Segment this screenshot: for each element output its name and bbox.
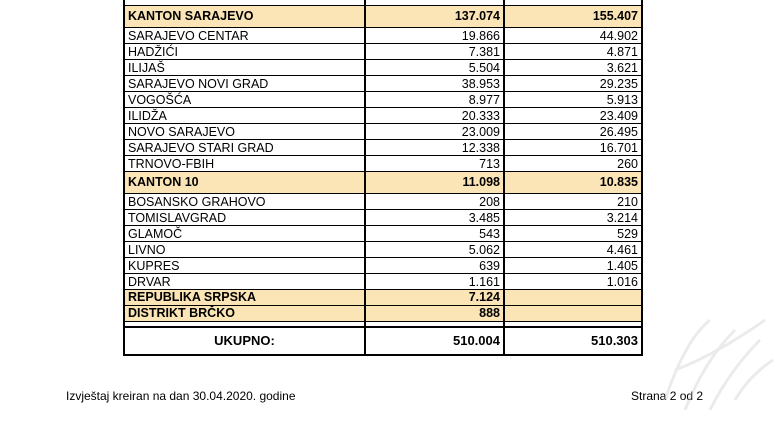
row-value-2: 26.495	[504, 124, 642, 140]
table-row	[124, 124, 642, 140]
data-table-container	[123, 0, 641, 356]
row-value-2: 4.871	[504, 44, 642, 60]
report-date-text: Izvještaj kreiran na dan 30.04.2020. godine	[66, 389, 296, 403]
row-name: SARAJEVO NOVI GRAD	[124, 76, 365, 92]
table-row	[124, 60, 642, 76]
group-value-2: 155.407	[504, 6, 642, 28]
group-value-1: 11.098	[365, 172, 504, 194]
watermark-logo-icon	[655, 300, 780, 420]
group-value-1: 137.074	[365, 6, 504, 28]
group-name: KANTON SARAJEVO	[124, 6, 365, 28]
row-value-2: 529	[504, 226, 642, 242]
row-name: TOMISLAVGRAD	[124, 210, 365, 226]
row-value-2: 1.016	[504, 274, 642, 290]
row-value-1: 639	[365, 258, 504, 274]
total-label: UKUPNO:	[124, 327, 365, 355]
row-name: GLAMOČ	[124, 226, 365, 242]
row-name: NOVO SARAJEVO	[124, 124, 365, 140]
row-value-2: 23.409	[504, 108, 642, 124]
row-value-1: 7.381	[365, 44, 504, 60]
row-value-2: 3.214	[504, 210, 642, 226]
table-row	[124, 108, 642, 124]
group-name: DISTRIKT BRČKO	[124, 306, 365, 322]
row-name: VOGOŠĆA	[124, 92, 365, 108]
row-value-1: 19.866	[365, 28, 504, 44]
table-row	[124, 258, 642, 274]
row-name: DRVAR	[124, 274, 365, 290]
row-value-1: 5.062	[365, 242, 504, 258]
row-name: ILIJAŠ	[124, 60, 365, 76]
table-row	[124, 226, 642, 242]
row-name: KUPRES	[124, 258, 365, 274]
row-value-2: 4.461	[504, 242, 642, 258]
table-row	[124, 242, 642, 258]
row-value-1: 20.333	[365, 108, 504, 124]
total-value-2: 510.303	[504, 327, 642, 355]
row-value-1: 543	[365, 226, 504, 242]
group-row-kanton-10	[124, 172, 642, 194]
row-name: BOSANSKO GRAHOVO	[124, 194, 365, 210]
row-value-1: 713	[365, 156, 504, 172]
row-value-1: 12.338	[365, 140, 504, 156]
table-row	[124, 140, 642, 156]
row-value-2: 260	[504, 156, 642, 172]
row-value-2: 44.902	[504, 28, 642, 44]
row-value-2: 16.701	[504, 140, 642, 156]
row-value-2: 29.235	[504, 76, 642, 92]
group-value-2	[504, 306, 642, 322]
row-value-1: 5.504	[365, 60, 504, 76]
group-value-2	[504, 290, 642, 306]
row-value-1: 1.161	[365, 274, 504, 290]
group-name: REPUBLIKA SRPSKA	[124, 290, 365, 306]
group-row-kanton-sarajevo	[124, 6, 642, 28]
data-table	[123, 0, 643, 356]
row-value-1: 208	[365, 194, 504, 210]
table-row	[124, 92, 642, 108]
total-value-1: 510.004	[365, 327, 504, 355]
row-value-2: 1.405	[504, 258, 642, 274]
row-name: TRNOVO-FBIH	[124, 156, 365, 172]
table-row	[124, 76, 642, 92]
group-row-republika-srpska	[124, 290, 642, 306]
page-number-text: Strana 2 od 2	[631, 389, 704, 403]
table-row	[124, 194, 642, 210]
row-value-1: 38.953	[365, 76, 504, 92]
row-value-2: 5.913	[504, 92, 642, 108]
table-row	[124, 156, 642, 172]
table-row	[124, 44, 642, 60]
row-name: LIVNO	[124, 242, 365, 258]
table-row	[124, 28, 642, 44]
total-row	[124, 327, 642, 355]
row-name: ILIDŽA	[124, 108, 365, 124]
table-row	[124, 274, 642, 290]
table-row	[124, 210, 642, 226]
row-name: HADŽIĆI	[124, 44, 365, 60]
group-value-1: 888	[365, 306, 504, 322]
group-value-1: 7.124	[365, 290, 504, 306]
group-name: KANTON 10	[124, 172, 365, 194]
group-value-2: 10.835	[504, 172, 642, 194]
row-value-1: 8.977	[365, 92, 504, 108]
row-value-1: 23.009	[365, 124, 504, 140]
row-value-1: 3.485	[365, 210, 504, 226]
row-value-2: 210	[504, 194, 642, 210]
group-row-distrikt-brcko	[124, 306, 642, 322]
row-value-2: 3.621	[504, 60, 642, 76]
row-name: SARAJEVO STARI GRAD	[124, 140, 365, 156]
row-name: SARAJEVO CENTAR	[124, 28, 365, 44]
